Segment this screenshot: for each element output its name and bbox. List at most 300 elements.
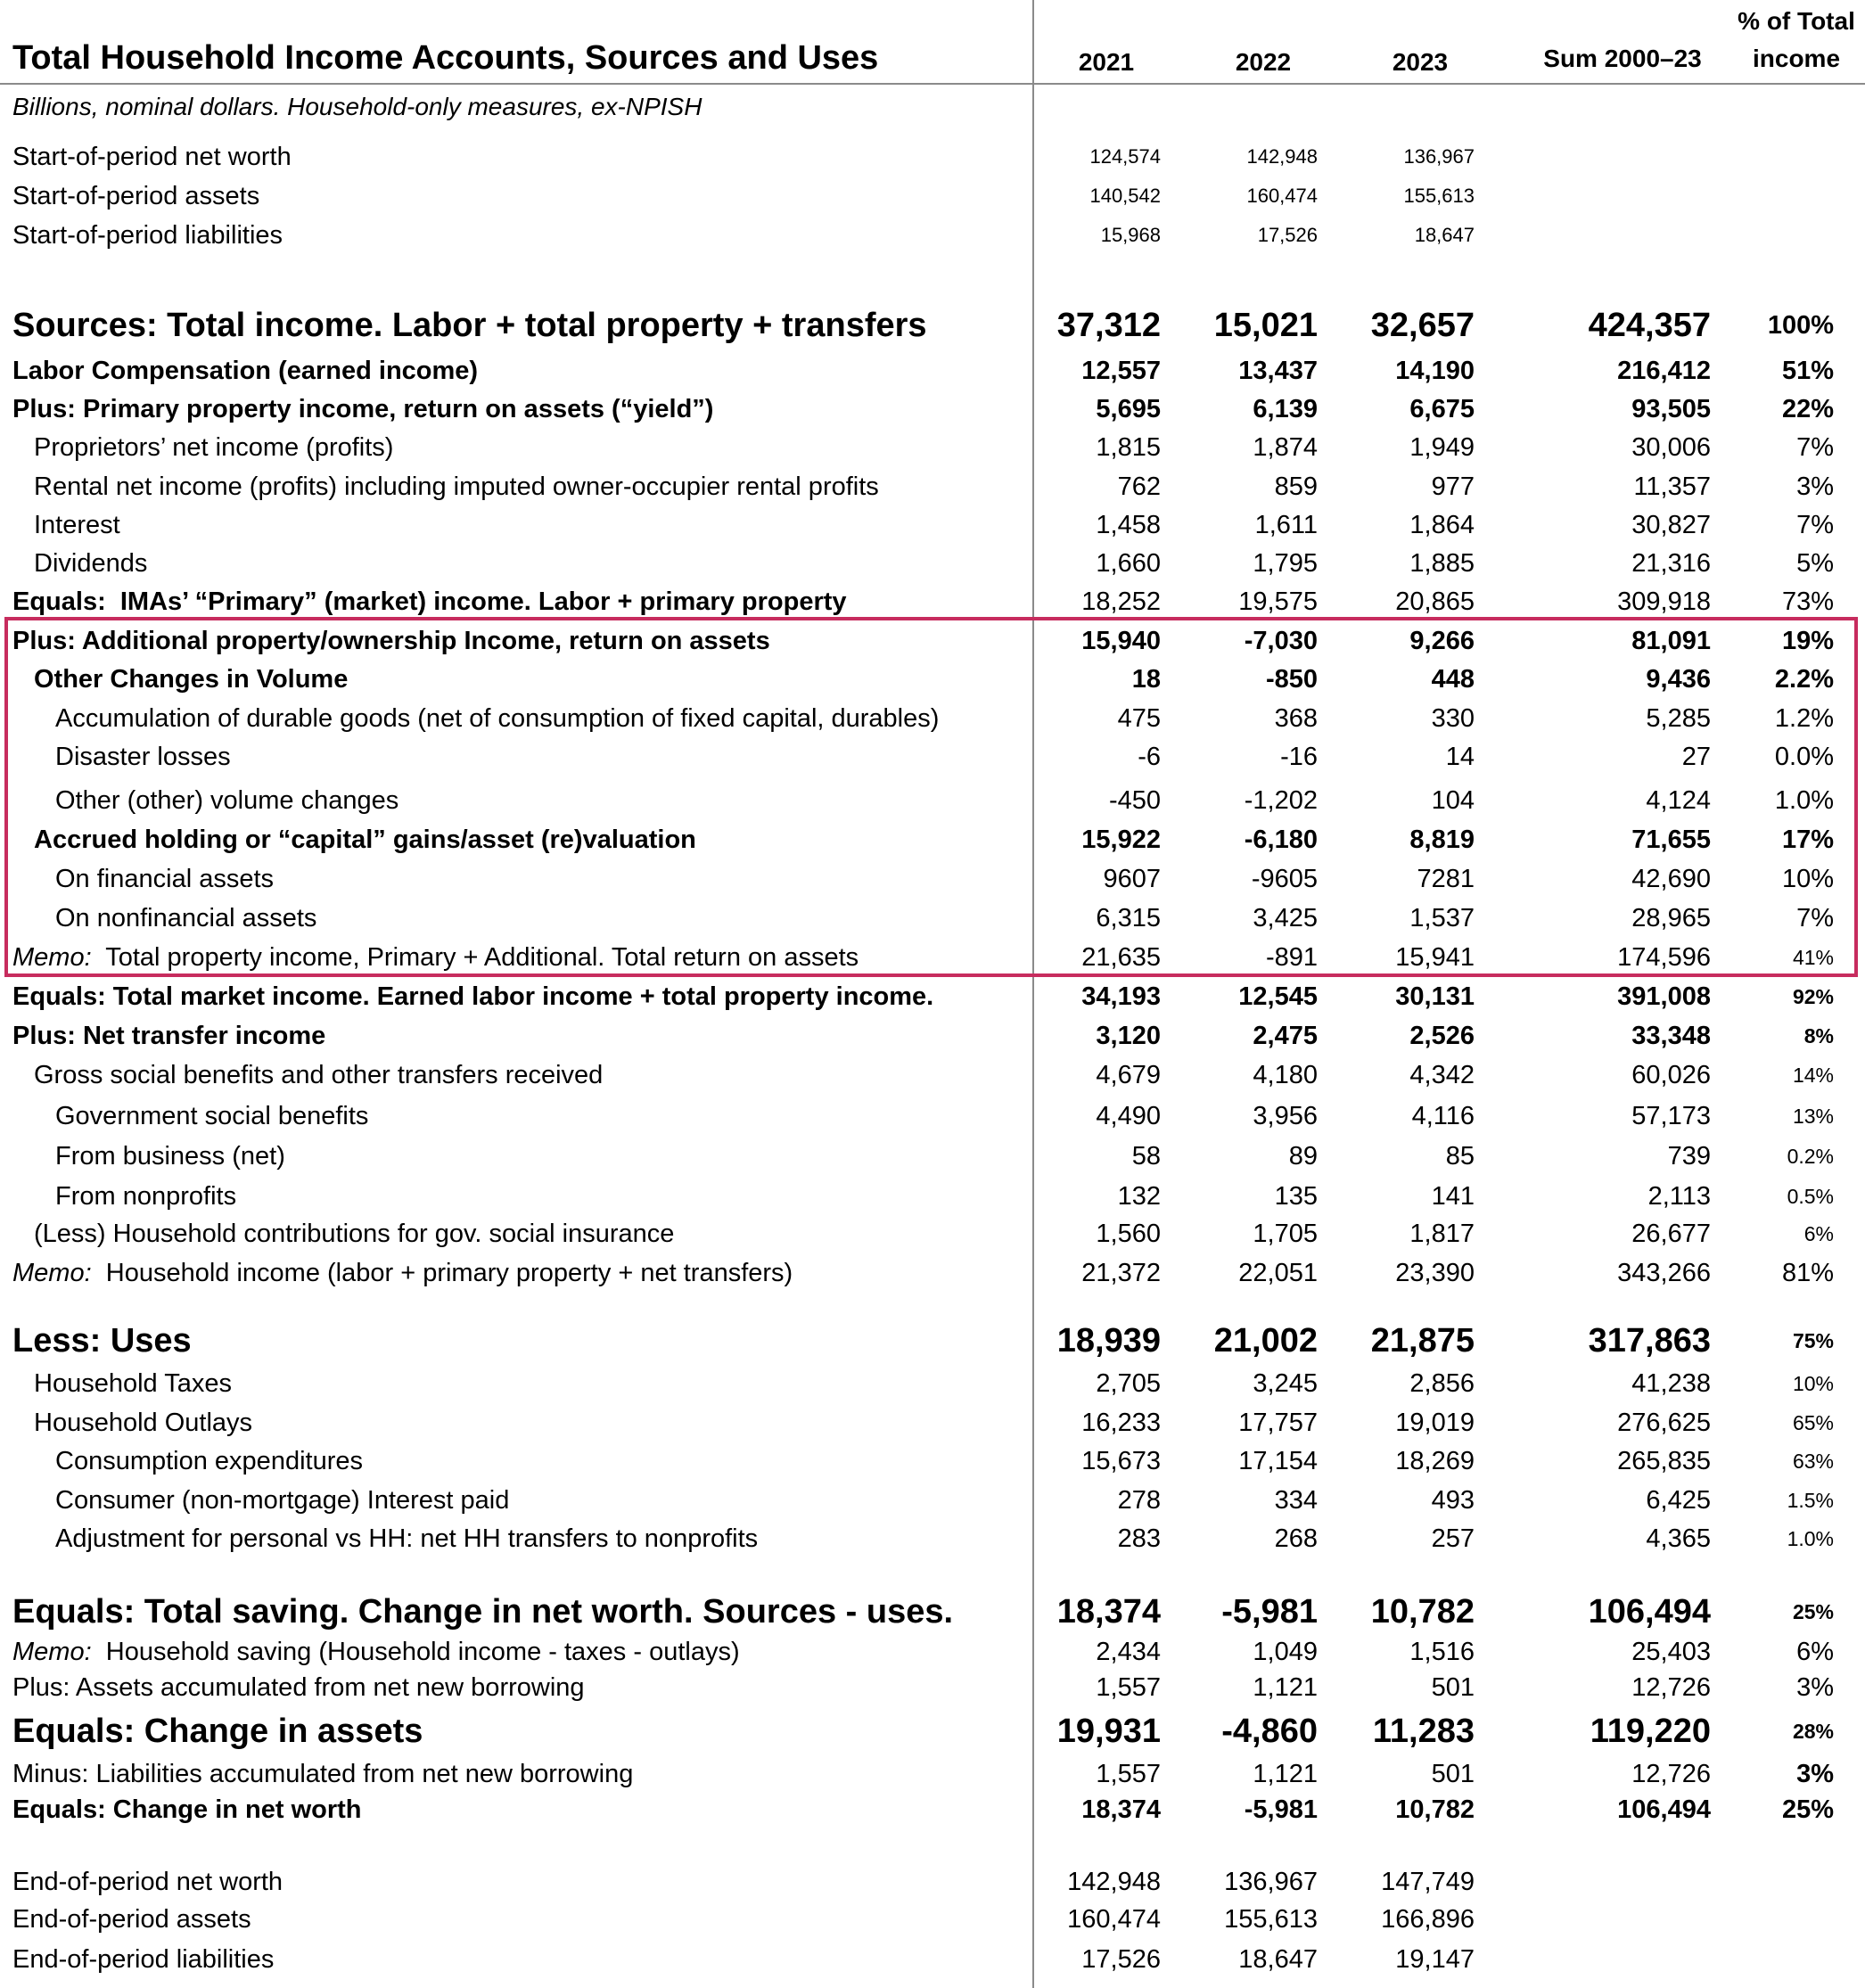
row-label <box>34 1368 232 1398</box>
value-2021: 1,557 <box>1096 1672 1161 1702</box>
value-2023: 15,941 <box>1395 942 1475 972</box>
value-2023: 14 <box>1445 742 1475 771</box>
value-2021: 16,233 <box>1081 1408 1161 1437</box>
value-sum: 28,965 <box>1631 903 1711 932</box>
row-label <box>12 1639 740 1665</box>
row-label-text: Other Changes in Volume <box>34 664 349 694</box>
row-label-text: Other (other) volume changes <box>55 785 399 815</box>
row-label <box>34 1060 604 1089</box>
value-2021: 1,815 <box>1096 432 1161 462</box>
row-label <box>55 703 940 733</box>
value-2021: 58 <box>1131 1141 1161 1171</box>
value-sum: 5,285 <box>1646 703 1711 733</box>
row-label <box>12 1797 362 1823</box>
value-2021: 19,931 <box>1056 1713 1161 1750</box>
row-label-text: On financial assets <box>55 864 275 893</box>
value-2021: 34,193 <box>1081 982 1161 1011</box>
table-title: Total Household Income Accounts, Sources and Uses <box>12 39 879 77</box>
value-2022: 368 <box>1274 703 1318 733</box>
value-2021: 17,526 <box>1081 1944 1161 1974</box>
row-label-text: Plus: Assets accumulated from net new borrowing <box>12 1672 585 1702</box>
value-sum: 26,677 <box>1631 1219 1711 1248</box>
value-2023: 11,283 <box>1372 1713 1475 1750</box>
value-pct: 75% <box>1792 1328 1834 1352</box>
value-2023: 21,875 <box>1370 1322 1475 1360</box>
row-label <box>34 474 879 500</box>
col-header-pct-line1: % of Total <box>1738 7 1855 35</box>
value-2021: 5,695 <box>1096 394 1161 423</box>
row-label-text: Dividends <box>34 548 148 578</box>
row-label <box>34 548 148 578</box>
value-2023: 7281 <box>1417 864 1475 893</box>
memo-prefix: Memo: <box>12 942 92 972</box>
value-2022: 1,705 <box>1253 1219 1318 1248</box>
value-2022: 1,795 <box>1253 548 1318 578</box>
row-label <box>12 942 859 972</box>
value-2023: 32,657 <box>1370 307 1475 344</box>
value-2021: -450 <box>1108 785 1161 815</box>
value-2023: 9,266 <box>1409 626 1475 655</box>
row-label-text: End-of-period net worth <box>12 1867 283 1896</box>
value-2022: 89 <box>1288 1141 1318 1171</box>
value-sum: 60,026 <box>1631 1060 1711 1089</box>
row-label <box>55 785 399 815</box>
value-2023: 23,390 <box>1395 1258 1475 1287</box>
value-2022: 15,021 <box>1213 307 1318 344</box>
row-label-text: End-of-period liabilities <box>12 1944 275 1974</box>
value-sum: 12,726 <box>1631 1672 1711 1702</box>
value-sum: 41,238 <box>1631 1368 1711 1398</box>
value-sum: 309,918 <box>1617 587 1711 616</box>
value-2021: 4,679 <box>1096 1060 1161 1089</box>
row-label <box>12 1324 192 1358</box>
row-label <box>34 510 120 539</box>
memo-prefix: Memo: <box>12 1637 92 1666</box>
value-2023: 1,537 <box>1409 903 1475 932</box>
value-2021: 278 <box>1117 1485 1161 1515</box>
value-2023: 4,342 <box>1409 1060 1475 1089</box>
row-label-text: Equals: Change in net worth <box>12 1795 362 1824</box>
value-2022: 17,526 <box>1257 224 1318 246</box>
value-2021: 2,705 <box>1096 1368 1161 1398</box>
value-2023: 141 <box>1431 1181 1475 1211</box>
value-pct: 6% <box>1796 1637 1834 1666</box>
row-label-text: Plus: Additional property/ownership Income, return on assets <box>12 626 770 655</box>
value-2021: 9607 <box>1103 864 1161 893</box>
value-2021: 12,557 <box>1081 356 1161 385</box>
value-sum: 739 <box>1667 1141 1711 1171</box>
value-2022: -4,860 <box>1221 1713 1318 1750</box>
value-2021: 4,490 <box>1096 1101 1161 1130</box>
value-pct: 10% <box>1781 864 1834 893</box>
value-pct: 1.2% <box>1774 703 1834 733</box>
value-2022: 3,425 <box>1253 903 1318 932</box>
value-pct: 1.0% <box>1787 1526 1834 1550</box>
row-label <box>12 144 292 170</box>
row-label <box>12 181 260 210</box>
row-label-text: Rental net income (profits) including imputed owner-occupier rental profits <box>34 472 879 501</box>
value-pct: 1.0% <box>1774 785 1834 815</box>
value-2022: 142,948 <box>1246 145 1318 168</box>
value-2023: 448 <box>1431 664 1475 694</box>
value-2023: 6,675 <box>1409 394 1475 423</box>
value-2023: 104 <box>1431 785 1475 815</box>
row-label <box>12 589 847 615</box>
row-label <box>55 864 275 893</box>
value-sum: 42,690 <box>1631 864 1711 893</box>
row-label-text: From nonprofits <box>55 1181 237 1211</box>
row-label-text: Gross social benefits and other transfers received <box>34 1060 604 1089</box>
value-2022: 22,051 <box>1238 1258 1318 1287</box>
value-pct: 51% <box>1781 356 1834 385</box>
value-sum: 93,505 <box>1631 394 1711 423</box>
value-sum: 317,863 <box>1588 1322 1711 1360</box>
value-pct: 3% <box>1796 1672 1834 1702</box>
value-2021: 6,315 <box>1096 903 1161 932</box>
row-label <box>34 1221 674 1247</box>
row-label <box>55 744 231 770</box>
row-label-text: Accumulation of durable goods (net of consumption of fixed capital, durables) <box>55 703 940 733</box>
value-2023: 1,885 <box>1409 548 1475 578</box>
value-pct: 0.2% <box>1787 1144 1834 1168</box>
row-label-text: Start-of-period assets <box>12 181 260 210</box>
value-sum: 174,596 <box>1617 942 1711 972</box>
value-2021: 160,474 <box>1067 1904 1161 1934</box>
value-2023: 330 <box>1431 703 1475 733</box>
row-label-text: Total property income, Primary + Additional. Total return on assets <box>91 942 859 972</box>
value-pct: 5% <box>1796 548 1834 578</box>
column-divider <box>1032 0 1034 1988</box>
row-label-text: Equals: IMAs’ “Primary” (market) income. Labor + primary property <box>12 587 847 616</box>
value-2022: 155,613 <box>1224 1904 1318 1934</box>
value-2022: 1,049 <box>1253 1637 1318 1666</box>
row-label-text: Household Taxes <box>34 1368 232 1398</box>
value-2022: -5,981 <box>1244 1795 1318 1824</box>
value-2022: -16 <box>1280 742 1318 771</box>
value-2023: 155,613 <box>1403 185 1475 207</box>
value-2023: 2,526 <box>1409 1021 1475 1050</box>
value-2023: 4,116 <box>1411 1101 1475 1130</box>
value-sum: 30,006 <box>1631 432 1711 462</box>
row-label <box>12 1672 585 1702</box>
row-label <box>55 1181 237 1211</box>
value-sum: 71,655 <box>1631 825 1711 854</box>
col-header-pct-line2: income <box>1752 45 1841 72</box>
value-2021: 3,120 <box>1096 1021 1161 1050</box>
row-label <box>12 1869 283 1895</box>
row-label <box>12 1595 953 1629</box>
value-sum: 106,494 <box>1617 1795 1711 1824</box>
value-sum: 33,348 <box>1631 1021 1711 1050</box>
value-sum: 265,835 <box>1617 1446 1711 1475</box>
value-sum: 343,266 <box>1617 1258 1711 1287</box>
row-label-text: Plus: Primary property income, return on assets (“yield”) <box>12 394 714 423</box>
value-2023: 18,269 <box>1395 1446 1475 1475</box>
value-pct: 7% <box>1796 432 1834 462</box>
value-2023: 30,131 <box>1395 982 1475 1011</box>
row-label <box>12 1759 634 1788</box>
value-sum: 30,827 <box>1631 510 1711 539</box>
value-pct: 2.2% <box>1774 664 1834 694</box>
value-sum: 216,412 <box>1617 356 1711 385</box>
row-label <box>12 1904 251 1934</box>
value-pct: 25% <box>1792 1599 1834 1623</box>
value-2022: 1,121 <box>1253 1672 1318 1702</box>
value-2022: 17,757 <box>1238 1408 1318 1437</box>
value-2021: 475 <box>1117 703 1161 733</box>
value-2023: 1,949 <box>1409 432 1475 462</box>
value-2021: 140,542 <box>1089 185 1161 207</box>
value-2022: -891 <box>1265 942 1318 972</box>
col-header-2022: 2022 <box>1235 48 1292 76</box>
value-pct: 28% <box>1792 1719 1834 1743</box>
value-pct: 17% <box>1781 825 1834 854</box>
row-label-text: Start-of-period liabilities <box>12 220 283 250</box>
value-2021: 1,557 <box>1096 1759 1161 1788</box>
value-2022: 17,154 <box>1238 1446 1318 1475</box>
row-label <box>55 1101 369 1130</box>
row-label-text: Consumer (non-mortgage) Interest paid <box>55 1485 510 1515</box>
value-2023: 10,782 <box>1395 1795 1475 1824</box>
value-2021: 1,560 <box>1096 1219 1161 1248</box>
value-2023: 1,516 <box>1409 1637 1475 1666</box>
row-label-text: Consumption expenditures <box>55 1446 363 1475</box>
value-2021: 1,660 <box>1096 548 1161 578</box>
value-2023: 136,967 <box>1403 145 1475 168</box>
value-pct: 41% <box>1792 945 1834 969</box>
value-2021: 15,673 <box>1081 1446 1161 1475</box>
row-label <box>55 1526 758 1552</box>
table-subtitle: Billions, nominal dollars. Household-only measures, ex-NPISH <box>12 93 702 120</box>
row-label-text: Accrued holding or “capital” gains/asset (re)valuation <box>34 825 696 854</box>
value-pct: 13% <box>1792 1104 1834 1128</box>
value-sum: 25,403 <box>1631 1637 1711 1666</box>
row-label-text: Interest <box>34 510 120 539</box>
value-2023: 19,019 <box>1395 1408 1475 1437</box>
value-2022: 3,956 <box>1253 1101 1318 1130</box>
row-label <box>34 827 696 853</box>
row-label-text: Equals: Total market income. Earned labor income + total property income. <box>12 982 934 1011</box>
value-sum: 391,008 <box>1617 982 1711 1011</box>
value-sum: 106,494 <box>1588 1593 1711 1631</box>
value-2021: 18,252 <box>1081 587 1161 616</box>
value-2023: 85 <box>1445 1141 1475 1171</box>
value-pct: 8% <box>1803 1023 1834 1047</box>
col-header-sum: Sum 2000–23 <box>1543 45 1702 72</box>
row-label-text: Equals: Total saving. Change in net worth. Sources - uses. <box>12 1593 954 1631</box>
value-2021: 124,574 <box>1089 145 1161 168</box>
value-2021: 15,922 <box>1081 825 1161 854</box>
value-sum: 4,124 <box>1646 785 1711 815</box>
value-sum: 4,365 <box>1646 1524 1711 1553</box>
row-label-text: Plus: Net transfer income <box>12 1021 326 1050</box>
value-2021: 132 <box>1117 1181 1161 1211</box>
value-2022: 1,121 <box>1253 1759 1318 1788</box>
value-pct: 22% <box>1781 394 1834 423</box>
row-label-text: Less: Uses <box>12 1322 192 1360</box>
value-pct: 3% <box>1796 1759 1834 1788</box>
value-pct: 0.5% <box>1787 1184 1834 1208</box>
memo-prefix: Memo: <box>12 1258 92 1287</box>
value-2023: 19,147 <box>1395 1944 1475 1974</box>
row-label-text: Household saving (Household income - taxes - outlays) <box>91 1637 740 1666</box>
value-pct: 10% <box>1792 1371 1834 1395</box>
value-2022: 268 <box>1274 1524 1318 1553</box>
value-pct: 1.5% <box>1787 1488 1834 1512</box>
value-2023: 8,819 <box>1409 825 1475 854</box>
value-2021: 37,312 <box>1056 307 1161 344</box>
value-2022: -9605 <box>1251 864 1318 893</box>
value-2022: 13,437 <box>1238 356 1318 385</box>
row-label <box>12 628 770 654</box>
row-label <box>12 308 927 342</box>
row-label <box>12 1944 275 1974</box>
value-2023: 977 <box>1431 472 1475 501</box>
value-2021: 762 <box>1117 472 1161 501</box>
value-2022: 2,475 <box>1253 1021 1318 1050</box>
value-2021: 21,372 <box>1081 1258 1161 1287</box>
row-label-text: Minus: Liabilities accumulated from net new borrowing <box>12 1759 634 1788</box>
value-2023: 166,896 <box>1381 1904 1475 1934</box>
value-sum: 276,625 <box>1617 1408 1711 1437</box>
row-label <box>12 1023 325 1049</box>
value-2022: 6,139 <box>1253 394 1318 423</box>
value-2021: 15,940 <box>1081 626 1161 655</box>
row-label-text: Government social benefits <box>55 1101 369 1130</box>
row-label-text: Sources: Total income. Labor + total property + transfers <box>12 307 927 344</box>
value-pct: 6% <box>1803 1221 1834 1245</box>
value-sum: 21,316 <box>1631 548 1711 578</box>
value-2022: 12,545 <box>1238 982 1318 1011</box>
row-label <box>34 432 394 462</box>
value-2022: 160,474 <box>1246 185 1318 207</box>
value-2023: 501 <box>1431 1672 1475 1702</box>
value-2022: -5,981 <box>1221 1593 1318 1631</box>
value-2023: 1,817 <box>1409 1219 1475 1248</box>
value-pct: 65% <box>1792 1410 1834 1434</box>
row-label-text: Adjustment for personal vs HH: net HH transfers to nonprofits <box>55 1524 759 1553</box>
value-pct: 14% <box>1792 1063 1834 1087</box>
value-2021: 2,434 <box>1096 1637 1161 1666</box>
value-2023: 1,864 <box>1409 510 1475 539</box>
value-sum: 9,436 <box>1646 664 1711 694</box>
value-2023: 18,647 <box>1414 224 1475 246</box>
value-pct: 19% <box>1781 626 1834 655</box>
value-2021: 283 <box>1117 1524 1161 1553</box>
value-pct: 3% <box>1796 472 1834 501</box>
value-2023: 257 <box>1431 1524 1475 1553</box>
row-label <box>34 664 349 694</box>
value-2021: 142,948 <box>1067 1867 1161 1896</box>
row-label <box>12 394 714 423</box>
row-label <box>12 220 283 250</box>
value-2022: -1,202 <box>1244 785 1318 815</box>
value-2021: 15,968 <box>1100 224 1161 246</box>
value-2022: -850 <box>1265 664 1318 694</box>
value-2023: 493 <box>1431 1485 1475 1515</box>
value-sum: 424,357 <box>1588 307 1711 344</box>
header-rule <box>0 83 1865 85</box>
value-2022: 859 <box>1274 472 1318 501</box>
value-pct: 63% <box>1792 1449 1834 1473</box>
row-label-text: Household Outlays <box>34 1408 253 1437</box>
value-2022: 1,874 <box>1253 432 1318 462</box>
value-2021: 18,374 <box>1081 1795 1161 1824</box>
row-label-text: Household income (labor + primary property + net transfers) <box>91 1258 793 1287</box>
value-pct: 7% <box>1796 510 1834 539</box>
value-2021: 18,939 <box>1056 1322 1161 1360</box>
value-sum: 81,091 <box>1631 626 1711 655</box>
row-label <box>55 1141 285 1171</box>
value-2022: 3,245 <box>1253 1368 1318 1398</box>
row-label-text: (Less) Household contributions for gov. social insurance <box>34 1219 675 1248</box>
row-label-text: Labor Compensation (earned income) <box>12 356 479 385</box>
value-sum: 6,425 <box>1646 1485 1711 1515</box>
value-2022: 4,180 <box>1253 1060 1318 1089</box>
value-pct: 73% <box>1781 587 1834 616</box>
value-pct: 81% <box>1781 1258 1834 1287</box>
value-pct: 0.0% <box>1774 742 1834 771</box>
value-sum: 11,357 <box>1633 472 1711 501</box>
value-2023: 2,856 <box>1409 1368 1475 1398</box>
value-sum: 57,173 <box>1631 1101 1711 1130</box>
value-pct: 100% <box>1767 310 1834 340</box>
value-2021: 21,635 <box>1081 942 1161 972</box>
row-label <box>55 1446 363 1475</box>
value-pct: 7% <box>1796 903 1834 932</box>
value-2021: 1,458 <box>1096 510 1161 539</box>
row-label-text: On nonfinancial assets <box>55 903 317 932</box>
row-label <box>55 1485 510 1515</box>
value-2022: 135 <box>1274 1181 1318 1211</box>
row-label-text: Start-of-period net worth <box>12 142 292 171</box>
row-label <box>12 1258 793 1287</box>
col-header-2023: 2023 <box>1392 48 1449 76</box>
value-2023: 20,865 <box>1395 587 1475 616</box>
row-label <box>12 358 478 384</box>
value-2023: 14,190 <box>1395 356 1475 385</box>
value-2021: 18 <box>1131 664 1161 694</box>
value-sum: 27 <box>1681 742 1711 771</box>
value-2022: 1,611 <box>1254 510 1318 539</box>
col-header-2021: 2021 <box>1078 48 1135 76</box>
value-sum: 12,726 <box>1631 1759 1711 1788</box>
value-2022: 136,967 <box>1224 1867 1318 1896</box>
value-2023: 10,782 <box>1370 1593 1475 1631</box>
row-label <box>34 1410 252 1436</box>
value-pct: 92% <box>1792 984 1834 1008</box>
value-2022: 19,575 <box>1238 587 1318 616</box>
row-label <box>12 1714 423 1748</box>
value-2021: 18,374 <box>1056 1593 1161 1631</box>
value-pct: 25% <box>1781 1795 1834 1824</box>
value-2022: 21,002 <box>1213 1322 1318 1360</box>
row-label-text: Disaster losses <box>55 742 231 771</box>
value-2022: -7,030 <box>1244 626 1318 655</box>
value-sum: 119,220 <box>1590 1713 1711 1750</box>
value-2023: 147,749 <box>1381 1867 1475 1896</box>
row-label <box>55 903 317 932</box>
row-label-text: End-of-period assets <box>12 1904 251 1934</box>
value-2023: 501 <box>1431 1759 1475 1788</box>
row-label-text: From business (net) <box>55 1141 285 1171</box>
row-label-text: Equals: Change in assets <box>12 1713 423 1750</box>
row-label <box>12 984 933 1010</box>
value-sum: 2,113 <box>1647 1181 1711 1211</box>
row-label-text: Proprietors’ net income (profits) <box>34 432 394 462</box>
value-2022: -6,180 <box>1244 825 1318 854</box>
value-2021: -6 <box>1138 742 1161 771</box>
